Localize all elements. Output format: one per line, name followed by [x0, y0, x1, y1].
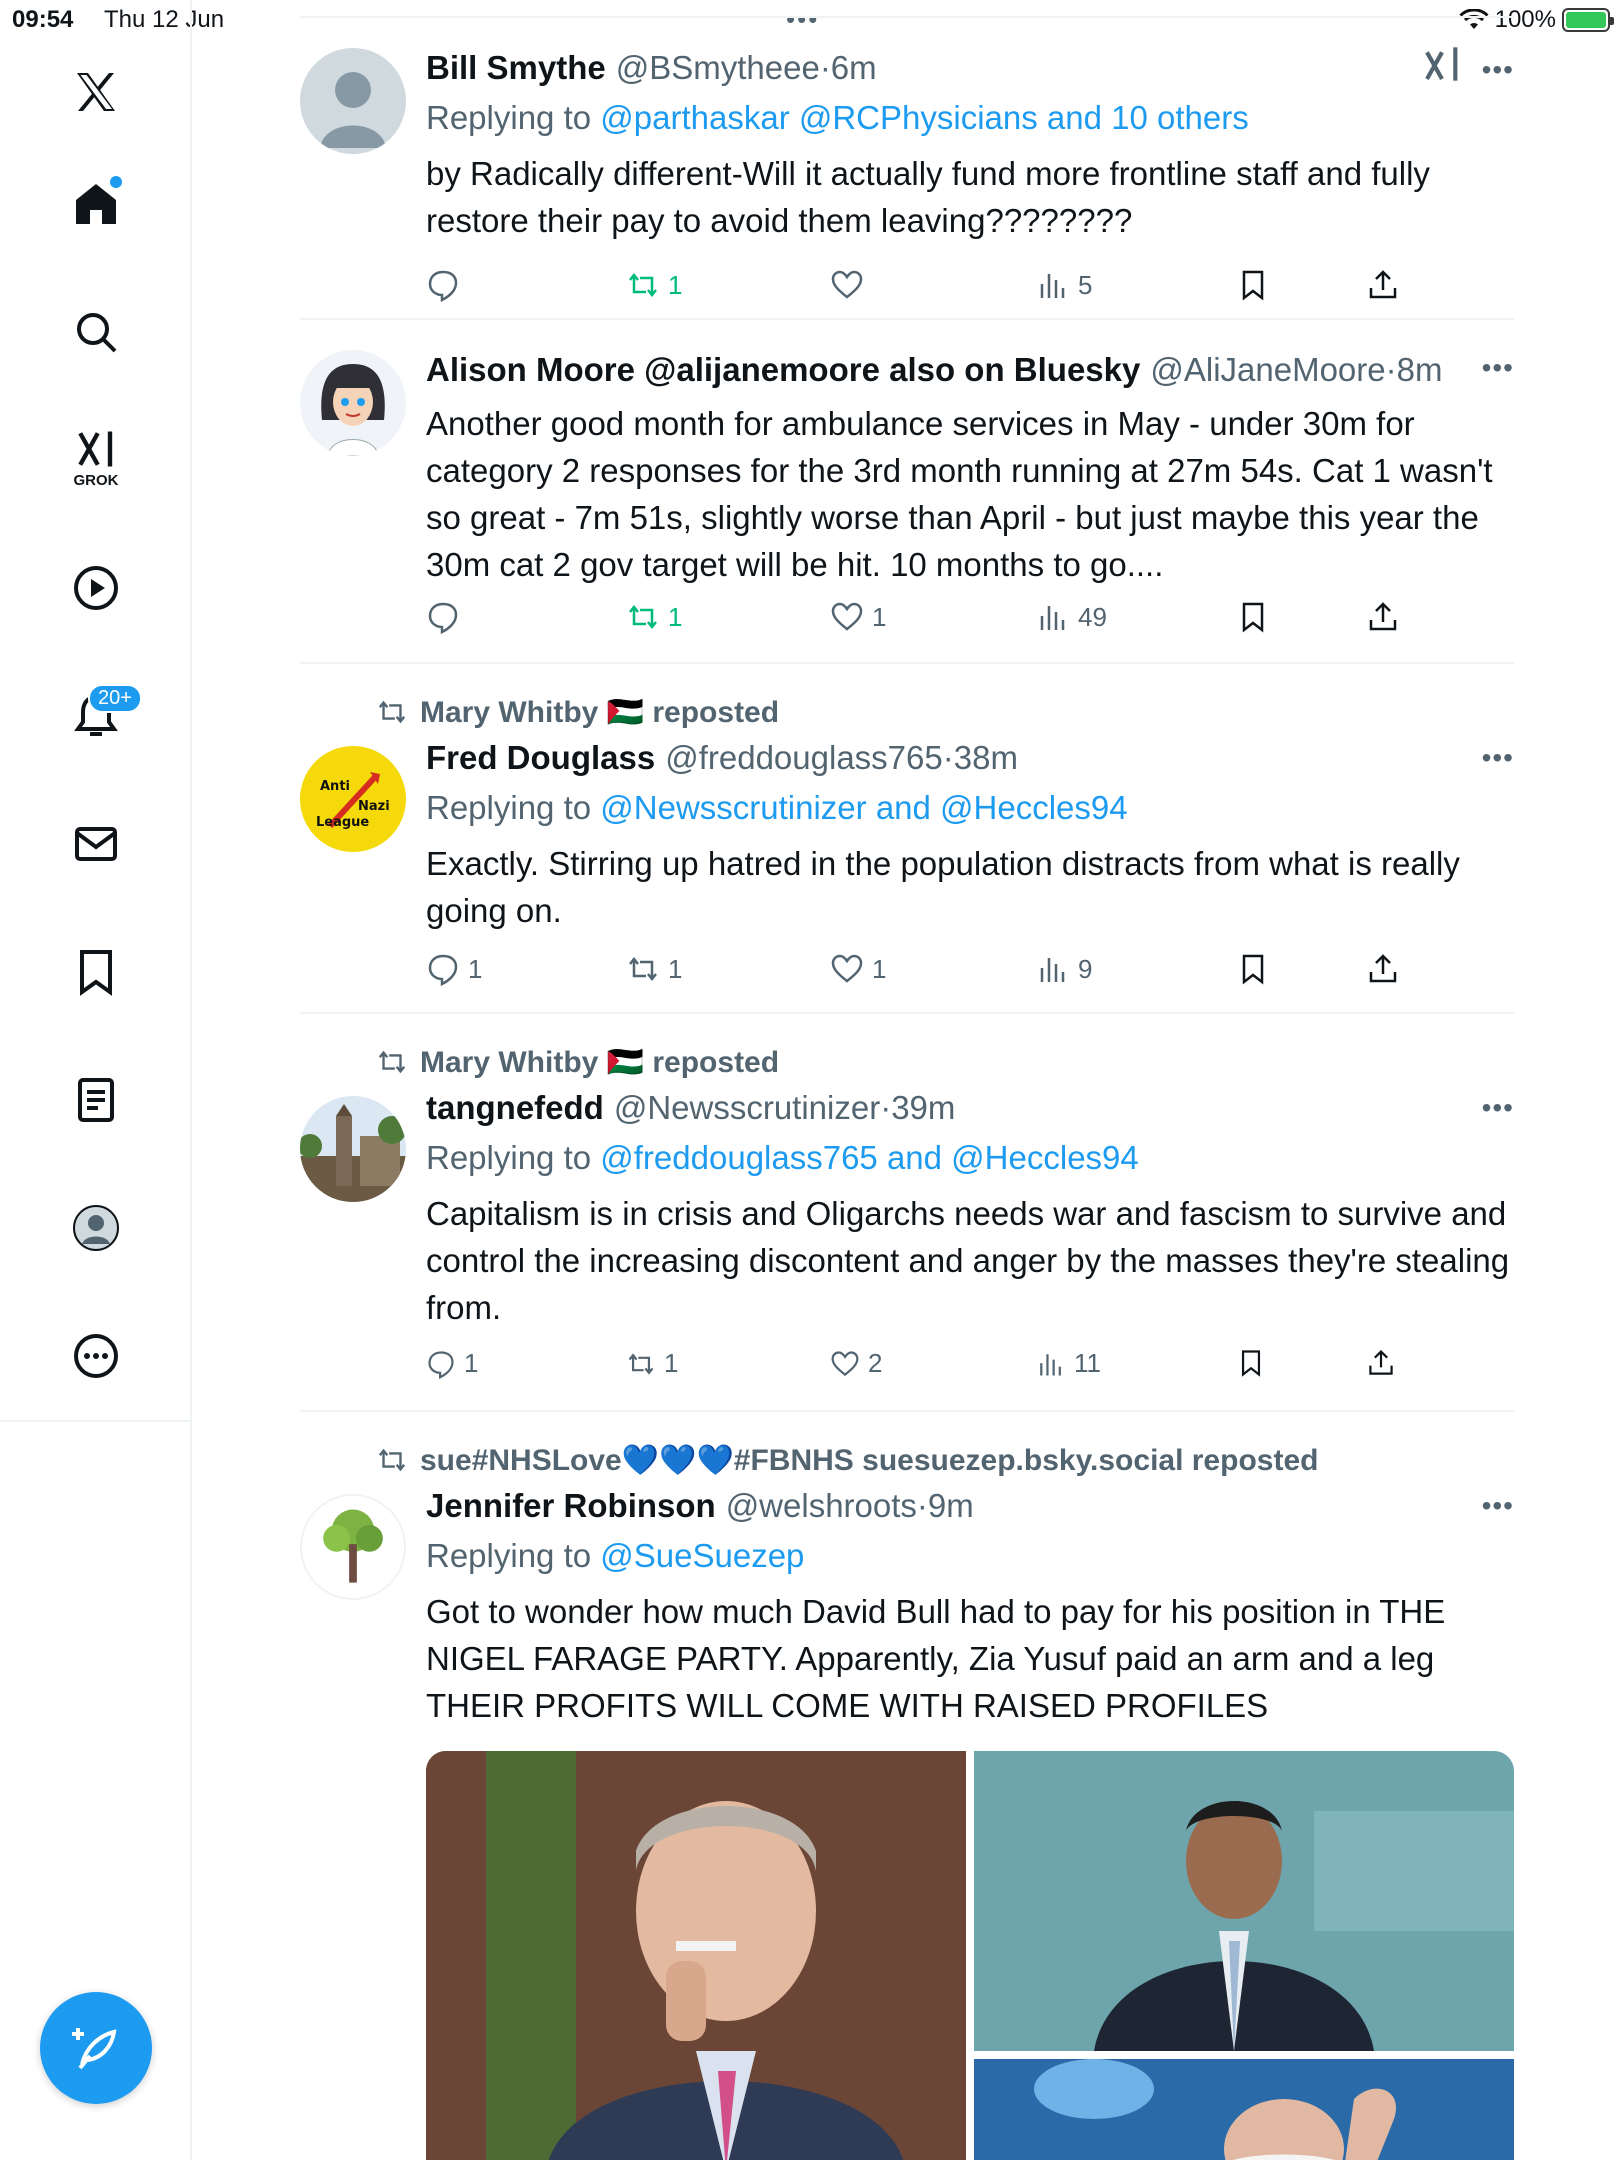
tweet-time[interactable]: ·39m: [880, 1089, 956, 1126]
grok-label: GROK: [73, 471, 119, 489]
replying-to: [426, 1132, 1514, 1184]
multitasking-dots-icon[interactable]: •••: [786, 4, 820, 34]
more-circle-icon: [72, 1332, 120, 1380]
media-photo[interactable]: [974, 1751, 1514, 2051]
bookmark-icon: [1236, 600, 1270, 634]
like-count: 1: [872, 601, 887, 632]
sidebar: [0, 0, 192, 2160]
tweet[interactable]: [300, 320, 1514, 664]
tweet-time[interactable]: ·6m: [819, 49, 877, 86]
tweet-header: [426, 44, 1514, 92]
replying-mentions[interactable]: @SueSuezep: [600, 1537, 805, 1574]
reposted-by[interactable]: Mary Whitby 🇵🇸 reposted: [420, 695, 780, 729]
article-icon: [72, 1076, 120, 1124]
repost-icon: [626, 268, 660, 302]
bookmark-button[interactable]: [1236, 1348, 1266, 1378]
replying-to: [426, 782, 1514, 834]
repost-icon: [626, 952, 660, 986]
avatar[interactable]: [300, 48, 406, 154]
sidebar-divider: [0, 1420, 192, 1422]
anl-text-2: Nazi: [358, 799, 390, 814]
replying-prefix: Replying to: [426, 789, 601, 826]
tweet-text: [426, 1588, 1514, 1729]
search-icon: [72, 308, 120, 356]
anl-text-1: Anti: [320, 779, 350, 794]
tweet-header: [426, 1482, 1514, 1530]
repost-button[interactable]: [626, 1348, 678, 1379]
reply-button[interactable]: [426, 268, 468, 302]
author-handle[interactable]: @freddouglass765: [665, 739, 943, 776]
bookmark-icon: [72, 948, 120, 996]
like-button[interactable]: [830, 952, 886, 986]
nav-notifications[interactable]: [56, 676, 136, 756]
avatar[interactable]: [300, 1494, 406, 1600]
repost-context: [376, 664, 1514, 734]
reposted-by[interactable]: sue#NHSLove💙💙💙#FBNHS suesuezep.bsky.social reposted: [420, 1443, 1319, 1477]
nav-articles[interactable]: [56, 1060, 136, 1140]
like-count: 1: [872, 953, 887, 984]
replying-mentions[interactable]: @Newsscrutinizer and @Heccles94: [600, 789, 1128, 826]
tweet-header: [426, 734, 1514, 782]
replying-mentions[interactable]: @parthaskar @RCPhysicians and 10 others: [600, 99, 1249, 136]
views-count: 5: [1078, 269, 1093, 300]
grok-icon: [72, 428, 120, 470]
reposted-by[interactable]: Mary Whitby 🇵🇸 reposted: [420, 1045, 780, 1079]
repost-icon: [376, 1444, 408, 1476]
tweet[interactable]: [300, 1014, 1514, 1412]
play-icon: [72, 564, 120, 612]
status-time: 09:54: [12, 6, 74, 33]
repost-button[interactable]: [626, 952, 682, 986]
avatar[interactable]: [300, 350, 406, 456]
repost-icon: [376, 696, 408, 728]
timeline-feed: [300, 16, 1514, 2160]
media-column: [974, 1751, 1514, 2160]
tweet-header: [426, 1084, 1514, 1132]
repost-count: 1: [668, 601, 683, 632]
compose-button[interactable]: [40, 1992, 152, 2104]
reply-icon: [426, 600, 460, 634]
replying-mentions[interactable]: @freddouglass765 and @Heccles94: [600, 1139, 1139, 1176]
heart-icon: [830, 952, 864, 986]
reply-button[interactable]: [426, 1348, 478, 1379]
nav-more[interactable]: [56, 1316, 136, 1396]
author-handle[interactable]: @BSmytheee: [615, 49, 820, 86]
repost-count: 1: [668, 953, 683, 984]
heart-icon: [830, 600, 864, 634]
author-handle[interactable]: @welshroots: [725, 1487, 917, 1524]
replying-prefix: Replying to: [426, 1139, 601, 1176]
repost-button[interactable]: [626, 600, 682, 634]
views-button[interactable]: [1036, 1348, 1101, 1379]
share-icon: [1366, 952, 1400, 986]
like-button[interactable]: [830, 1348, 882, 1379]
author-handle[interactable]: @Newsscrutinizer: [613, 1089, 881, 1126]
media-photo[interactable]: [426, 1751, 966, 2160]
repost-context: [376, 1014, 1514, 1084]
avatar[interactable]: [300, 746, 406, 852]
views-count: 9: [1078, 953, 1093, 984]
tweet-text: Exactly. Stirring up hatred in the population distracts from what is really going on.: [426, 845, 1460, 929]
bookmark-icon: [1236, 1348, 1266, 1378]
tweet-text: Capitalism is in crisis and Oligarchs needs war and fascism to survive and control the increasing discontent and anger by the masses they're stealing from.: [426, 1195, 1510, 1326]
reply-icon: [426, 952, 460, 986]
share-icon: [1366, 600, 1400, 634]
share-button[interactable]: [1366, 1348, 1396, 1378]
repost-context: [376, 1412, 1514, 1482]
status-date: Thu 12 Jun: [104, 6, 225, 33]
media-grid: [426, 1751, 1514, 2160]
x-logo-icon[interactable]: [56, 52, 136, 132]
views-button[interactable]: [1036, 268, 1092, 302]
tweet-text-line: NIGEL FARAGE PARTY. Apparently, Zia Yusuf paid an arm and a leg: [426, 1640, 1435, 1677]
nav-videos[interactable]: [56, 548, 136, 628]
nav-explore[interactable]: [56, 292, 136, 372]
author-name[interactable]: Bill Smythe: [426, 49, 606, 86]
repost-button[interactable]: [626, 268, 682, 302]
repost-count: 1: [668, 269, 683, 300]
repost-icon: [626, 600, 660, 634]
tweet-text: by Radically different-Will it actually fund more frontline staff and fully restore their pay to avoid them leaving????????: [426, 155, 1430, 239]
reply-count: 1: [468, 953, 483, 984]
tweet-text-line: Got to wonder how much David Bull had to pay for his position in THE: [426, 1593, 1446, 1630]
repost-icon: [626, 1349, 656, 1379]
views-chart-icon: [1036, 600, 1070, 634]
anl-text-3: League: [316, 815, 370, 830]
tweet-text: Another good month for ambulance services in May - under 30m for category 2 responses for the 3rd month running at 27m 54s. Cat 1 wasn't so great - 7m 51s, slightly worse than April - but just maybe this year the 30m cat 2 gov target will be hit. 10 months to go....: [426, 405, 1493, 583]
reply-button[interactable]: [426, 952, 482, 986]
like-button[interactable]: [830, 268, 872, 302]
tweet-time[interactable]: ·38m: [942, 739, 1018, 776]
replying-to: [426, 1530, 1514, 1582]
more-options-icon[interactable]: •••: [1481, 54, 1514, 85]
views-chart-icon: [1036, 952, 1070, 986]
tweet[interactable]: [300, 18, 1514, 320]
tweet-time[interactable]: ·9m: [916, 1487, 974, 1524]
views-button[interactable]: [1036, 600, 1107, 634]
views-chart-icon: [1036, 268, 1070, 302]
avatar[interactable]: [300, 1096, 406, 1202]
battery-percent: 100%: [1494, 6, 1556, 33]
bookmark-button[interactable]: [1236, 952, 1270, 986]
author-name[interactable]: Jennifer Robinson: [426, 1487, 716, 1524]
like-count: 2: [868, 1348, 883, 1378]
more-options-icon[interactable]: •••: [1481, 1490, 1514, 1521]
views-count: 49: [1078, 601, 1107, 632]
bookmark-icon: [1236, 268, 1270, 302]
tweet-text-line: THEIR PROFITS WILL COME WITH RAISED PROFILES: [426, 1687, 1269, 1724]
tweet-time[interactable]: ·8m: [1385, 351, 1443, 388]
more-options-icon[interactable]: •••: [1481, 352, 1514, 383]
replying-to: [426, 92, 1514, 144]
tweet[interactable]: [300, 1412, 1514, 2160]
compose-feather-icon: [68, 2020, 124, 2076]
replying-prefix: Replying to: [426, 99, 601, 136]
replying-prefix: Replying to: [426, 1537, 601, 1574]
nav-profile[interactable]: [56, 1188, 136, 1268]
like-button[interactable]: [830, 600, 886, 634]
tweet-header: [426, 346, 1514, 394]
more-options-icon[interactable]: •••: [1481, 742, 1514, 773]
reply-icon: [426, 1349, 456, 1379]
nav-bookmarks[interactable]: [56, 932, 136, 1012]
author-name[interactable]: tangnefedd: [426, 1089, 604, 1126]
author-name[interactable]: Fred Douglass: [426, 739, 656, 776]
reply-icon: [426, 268, 460, 302]
repost-count: 1: [664, 1348, 679, 1378]
share-icon: [1366, 268, 1400, 302]
home-unread-dot: [110, 176, 122, 188]
views-chart-icon: [1036, 1349, 1066, 1379]
reply-count: 1: [464, 1348, 479, 1378]
nav-messages[interactable]: [56, 804, 136, 884]
share-button[interactable]: [1366, 952, 1400, 986]
grok-explain-icon[interactable]: [1422, 44, 1462, 84]
share-button[interactable]: [1366, 600, 1400, 634]
author-handle[interactable]: @AliJaneMoore: [1150, 351, 1386, 388]
media-photo[interactable]: [974, 2059, 1514, 2160]
nav-home[interactable]: [56, 164, 136, 244]
author-name[interactable]: Alison Moore @alijanemoore also on Bluesky: [426, 351, 1141, 388]
share-icon: [1366, 1348, 1396, 1378]
share-button[interactable]: [1366, 268, 1400, 302]
notifications-badge: 20+: [88, 684, 142, 713]
bookmark-button[interactable]: [1236, 600, 1270, 634]
nav-grok[interactable]: [56, 418, 136, 498]
views-count: 11: [1074, 1348, 1101, 1378]
profile-avatar-icon: [72, 1204, 120, 1252]
mail-icon: [72, 820, 120, 868]
heart-icon: [830, 1349, 860, 1379]
bookmark-icon: [1236, 952, 1270, 986]
more-options-icon[interactable]: •••: [1481, 1092, 1514, 1123]
tweet[interactable]: [300, 664, 1514, 1014]
battery-icon: [1562, 8, 1610, 32]
views-button[interactable]: [1036, 952, 1092, 986]
reply-button[interactable]: [426, 600, 468, 634]
bookmark-button[interactable]: [1236, 268, 1270, 302]
repost-icon: [376, 1046, 408, 1078]
heart-icon: [830, 268, 864, 302]
